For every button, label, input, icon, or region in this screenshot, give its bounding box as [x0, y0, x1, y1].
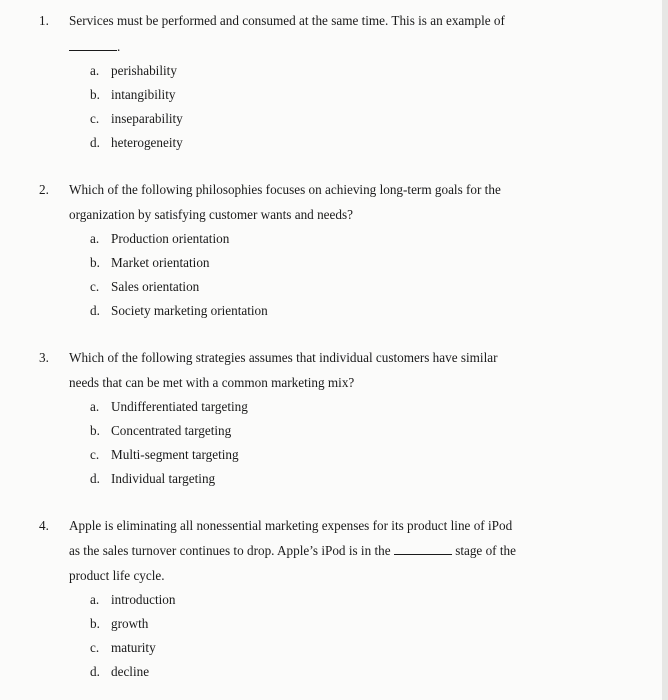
question-text: product life cycle. [69, 568, 165, 583]
page-edge-shadow [662, 0, 668, 700]
question-number: 2. [39, 182, 49, 197]
question-text: Which of the following philosophies focuses on achieving long-term goals for the [69, 182, 501, 197]
answer-blank-line: . [69, 39, 120, 55]
question-number: 4. [39, 518, 49, 533]
answer-blank-line [394, 545, 452, 555]
question-text: organization by satisfying customer wants and needs? [69, 207, 353, 222]
question-text: as the sales turnover continues to drop. Apple’s iPod is in the stage of the [69, 543, 516, 558]
question-number: 1. [39, 13, 49, 28]
question-text: needs that can be met with a common marketing mix? [69, 375, 355, 390]
question-text: Services must be performed and consumed at the same time. This is an example of [69, 13, 505, 28]
question-number: 3. [39, 350, 49, 365]
question-text: Apple is eliminating all nonessential marketing expenses for its product line of iPod [69, 518, 513, 533]
question-text: Which of the following strategies assumes that individual customers have similar [69, 350, 498, 365]
